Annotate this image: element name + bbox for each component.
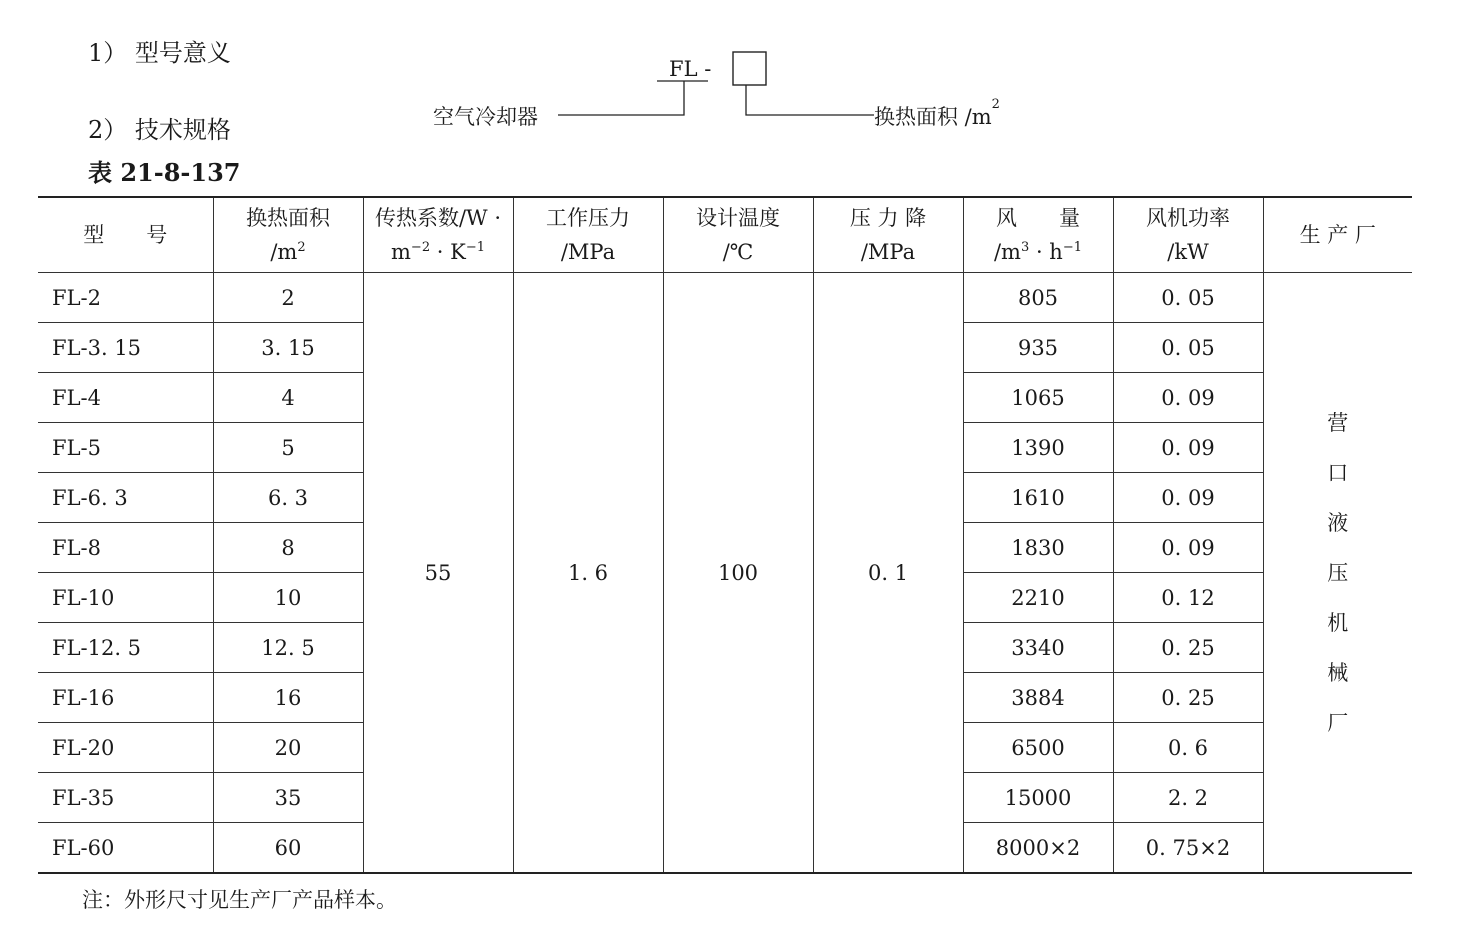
header-drop-line2: /MPa [860, 240, 916, 264]
header-htc-k-sup: −1 [465, 240, 485, 255]
label-air-cooler: 空气冷却器 [433, 105, 538, 129]
cell-model: FL-2 [38, 273, 213, 323]
maker-vertical-text [1264, 398, 1413, 748]
header-area-unit: /m [270, 240, 298, 264]
header-area-line1: 换热面积 [246, 206, 330, 230]
cell-pressure-shared: 1. 6 [513, 273, 663, 874]
maker-char: 营 [1327, 410, 1349, 435]
header-power-line2: /kW [1167, 240, 1209, 264]
header-area [213, 197, 363, 273]
cell-power: 0. 6 [1113, 723, 1263, 773]
maker-char: 液 [1327, 510, 1349, 535]
header-power-line1: 风机功率 [1146, 206, 1230, 230]
cell-area: 16 [213, 673, 363, 723]
cell-airflow: 1610 [963, 473, 1113, 523]
cell-model: FL-16 [38, 673, 213, 723]
header-airflow [963, 197, 1113, 273]
model-size-box [733, 52, 766, 85]
header-temp [663, 197, 813, 273]
label-heat-area-sup: 2 [991, 97, 1000, 112]
header-htc-line1: 传热系数/W · [374, 206, 501, 230]
label-heat-area-text: 换热面积 /m [874, 105, 992, 129]
header-airflow-h: · h [1029, 240, 1063, 264]
cell-power: 0. 05 [1113, 323, 1263, 373]
cell-airflow: 1390 [963, 423, 1113, 473]
header-pressure-line2: /MPa [560, 240, 616, 264]
right-leader-line [746, 85, 874, 115]
header-pressure [513, 197, 663, 273]
header-htc-m: m [391, 240, 411, 264]
cell-area: 4 [213, 373, 363, 423]
header-drop-line1: 压 力 降 [849, 206, 927, 230]
cell-power: 0. 75×2 [1113, 823, 1263, 874]
cell-area: 10 [213, 573, 363, 623]
header-htc [363, 197, 513, 273]
header-temp-line2: /℃ [722, 240, 754, 264]
cell-model: FL-6. 3 [38, 473, 213, 523]
maker-char: 机 [1327, 610, 1349, 635]
header-htc-line2 [364, 235, 513, 269]
header-airflow-h-sup: −1 [1062, 240, 1082, 255]
cell-power: 0. 25 [1113, 623, 1263, 673]
cell-area: 60 [213, 823, 363, 874]
cell-airflow: 935 [963, 323, 1113, 373]
cell-model: FL-20 [38, 723, 213, 773]
header-temp-line1: 设计温度 [696, 206, 780, 230]
spec-table [38, 196, 1412, 874]
cell-airflow: 15000 [963, 773, 1113, 823]
cell-power: 2. 2 [1113, 773, 1263, 823]
header-model: 型 号 [38, 197, 213, 273]
cell-model: FL-35 [38, 773, 213, 823]
cell-area: 20 [213, 723, 363, 773]
model-prefix: FL - [669, 57, 712, 81]
cell-airflow: 2210 [963, 573, 1113, 623]
cell-temp-shared: 100 [663, 273, 813, 874]
cell-area: 8 [213, 523, 363, 573]
cell-htc-shared: 55 [363, 273, 513, 874]
section-technical-specs: 2） 技术规格 [88, 116, 231, 144]
cell-drop-shared: 0. 1 [813, 273, 963, 874]
maker-char: 口 [1327, 460, 1349, 485]
cell-area: 3. 15 [213, 323, 363, 373]
cell-model: FL-10 [38, 573, 213, 623]
cell-area: 5 [213, 423, 363, 473]
footnote: 注：外形尺寸见生产厂产品样本。 [82, 888, 397, 912]
cell-power: 0. 09 [1113, 473, 1263, 523]
cell-model: FL-3. 15 [38, 323, 213, 373]
cell-power: 0. 09 [1113, 523, 1263, 573]
section-model-meaning: 1） 型号意义 [88, 39, 231, 67]
cell-area: 2 [213, 273, 363, 323]
label-heat-area [874, 97, 1000, 131]
cell-model: FL-60 [38, 823, 213, 874]
cell-power: 0. 12 [1113, 573, 1263, 623]
cell-power: 0. 25 [1113, 673, 1263, 723]
cell-maker-shared [1263, 273, 1412, 874]
header-airflow-line1: 风 量 [996, 206, 1080, 230]
cell-airflow: 3884 [963, 673, 1113, 723]
cell-power: 0. 09 [1113, 373, 1263, 423]
header-drop [813, 197, 963, 273]
maker-char: 厂 [1327, 710, 1349, 735]
cell-airflow: 805 [963, 273, 1113, 323]
header-htc-k: · K [430, 240, 466, 264]
left-leader-line [558, 81, 684, 115]
cell-airflow: 3340 [963, 623, 1113, 673]
header-airflow-m: /m [993, 240, 1021, 264]
maker-char: 械 [1327, 660, 1349, 685]
table-row [38, 273, 1412, 323]
header-htc-m-sup: −2 [410, 240, 431, 255]
header-pressure-line1: 工作压力 [546, 206, 630, 230]
header-area-line2 [214, 235, 363, 269]
cell-power: 0. 05 [1113, 273, 1263, 323]
cell-model: FL-4 [38, 373, 213, 423]
cell-airflow: 1830 [963, 523, 1113, 573]
cell-airflow: 8000×2 [963, 823, 1113, 874]
header-airflow-line2 [964, 235, 1113, 269]
cell-model: FL-12. 5 [38, 623, 213, 673]
cell-area: 35 [213, 773, 363, 823]
cell-model: FL-8 [38, 523, 213, 573]
maker-char: 压 [1327, 560, 1349, 585]
cell-power: 0. 09 [1113, 423, 1263, 473]
header-power [1113, 197, 1263, 273]
header-maker: 生 产 厂 [1263, 197, 1412, 273]
header-airflow-m-sup: 3 [1020, 240, 1030, 255]
cell-model: FL-5 [38, 423, 213, 473]
table-header-row [38, 197, 1412, 273]
cell-area: 6. 3 [213, 473, 363, 523]
header-area-sup: 2 [297, 240, 306, 255]
cell-airflow: 6500 [963, 723, 1113, 773]
cell-area: 12. 5 [213, 623, 363, 673]
table-title: 表 21-8-137 [88, 158, 241, 187]
cell-airflow: 1065 [963, 373, 1113, 423]
